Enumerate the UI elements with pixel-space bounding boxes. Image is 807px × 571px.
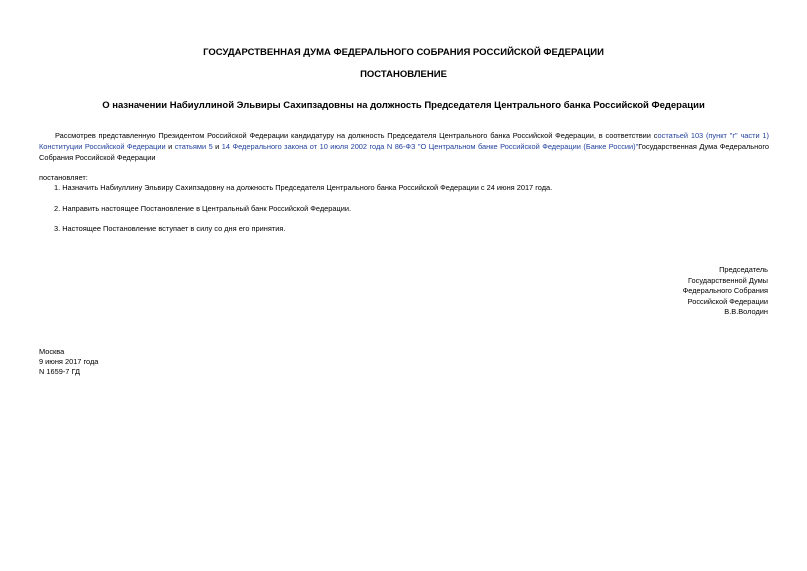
signatory-title-line-2: Государственной Думы xyxy=(688,275,768,285)
document-number: N 1659-7 ГД xyxy=(39,367,80,376)
resolution-item-3: 3. Настоящее Постановление вступает в силу со дня его принятия. xyxy=(54,224,286,233)
adoption-date: 9 июня 2017 года xyxy=(39,357,99,366)
signature-block xyxy=(683,265,768,318)
preamble-text-3: и xyxy=(212,142,222,151)
document-title: О назначении Набиуллиной Эльвиры Сахипзадовны на должность Председателя Центрального банка Российской Федерации xyxy=(102,100,705,111)
place-of-adoption: Москва xyxy=(39,347,65,356)
issuing-organization: ГОСУДАРСТВЕННАЯ ДУМА ФЕДЕРАЛЬНОГО СОБРАНИЯ РОССИЙСКОЙ ФЕДЕРАЦИИ xyxy=(203,47,604,58)
resolution-item-1: 1. Назначить Набиуллину Эльвиру Сахипзадовну на должность Председателя Центрального банка Российской Федерации с 24 июня 2017 года. xyxy=(54,183,553,192)
signatory-title-line-1: Председатель xyxy=(719,265,768,274)
document-type: ПОСТАНОВЛЕНИЕ xyxy=(360,69,447,80)
resolution-item-2: 2. Направить настоящее Постановление в Центральный банк Российской Федерации. xyxy=(54,204,352,213)
signatory-title-line-4: Российской Федерации xyxy=(687,296,768,306)
resolves-label: постановляет: xyxy=(39,173,88,182)
signatory-name: В.В.Володин xyxy=(724,307,768,316)
law-article-5-link[interactable]: статьями 5 xyxy=(174,142,213,151)
document-footer xyxy=(39,347,98,377)
preamble-text-2: и xyxy=(165,142,175,151)
preamble-text-4: Государственная Дума Федерального Собрания Российской Федерации xyxy=(39,142,769,162)
constitution-article-link[interactable]: остатьей 103 (пункт "г" части 1) Конституции Российской Федерации xyxy=(39,131,769,151)
preamble-paragraph xyxy=(39,130,769,163)
central-bank-law-link[interactable]: 14 Федерального закона от 10 июля 2002 года N 86-ФЗ "О Центральном банке Российской Федерации (Банке России)" xyxy=(221,142,639,151)
signatory-title-line-3: Федерального Собрания xyxy=(682,286,768,295)
preamble-text-1: Рассмотрев представленную Президентом Российской Федерации кандидатуру на должность Председателя Центрального банка Российской Федерации, в соответствии с xyxy=(55,131,658,140)
